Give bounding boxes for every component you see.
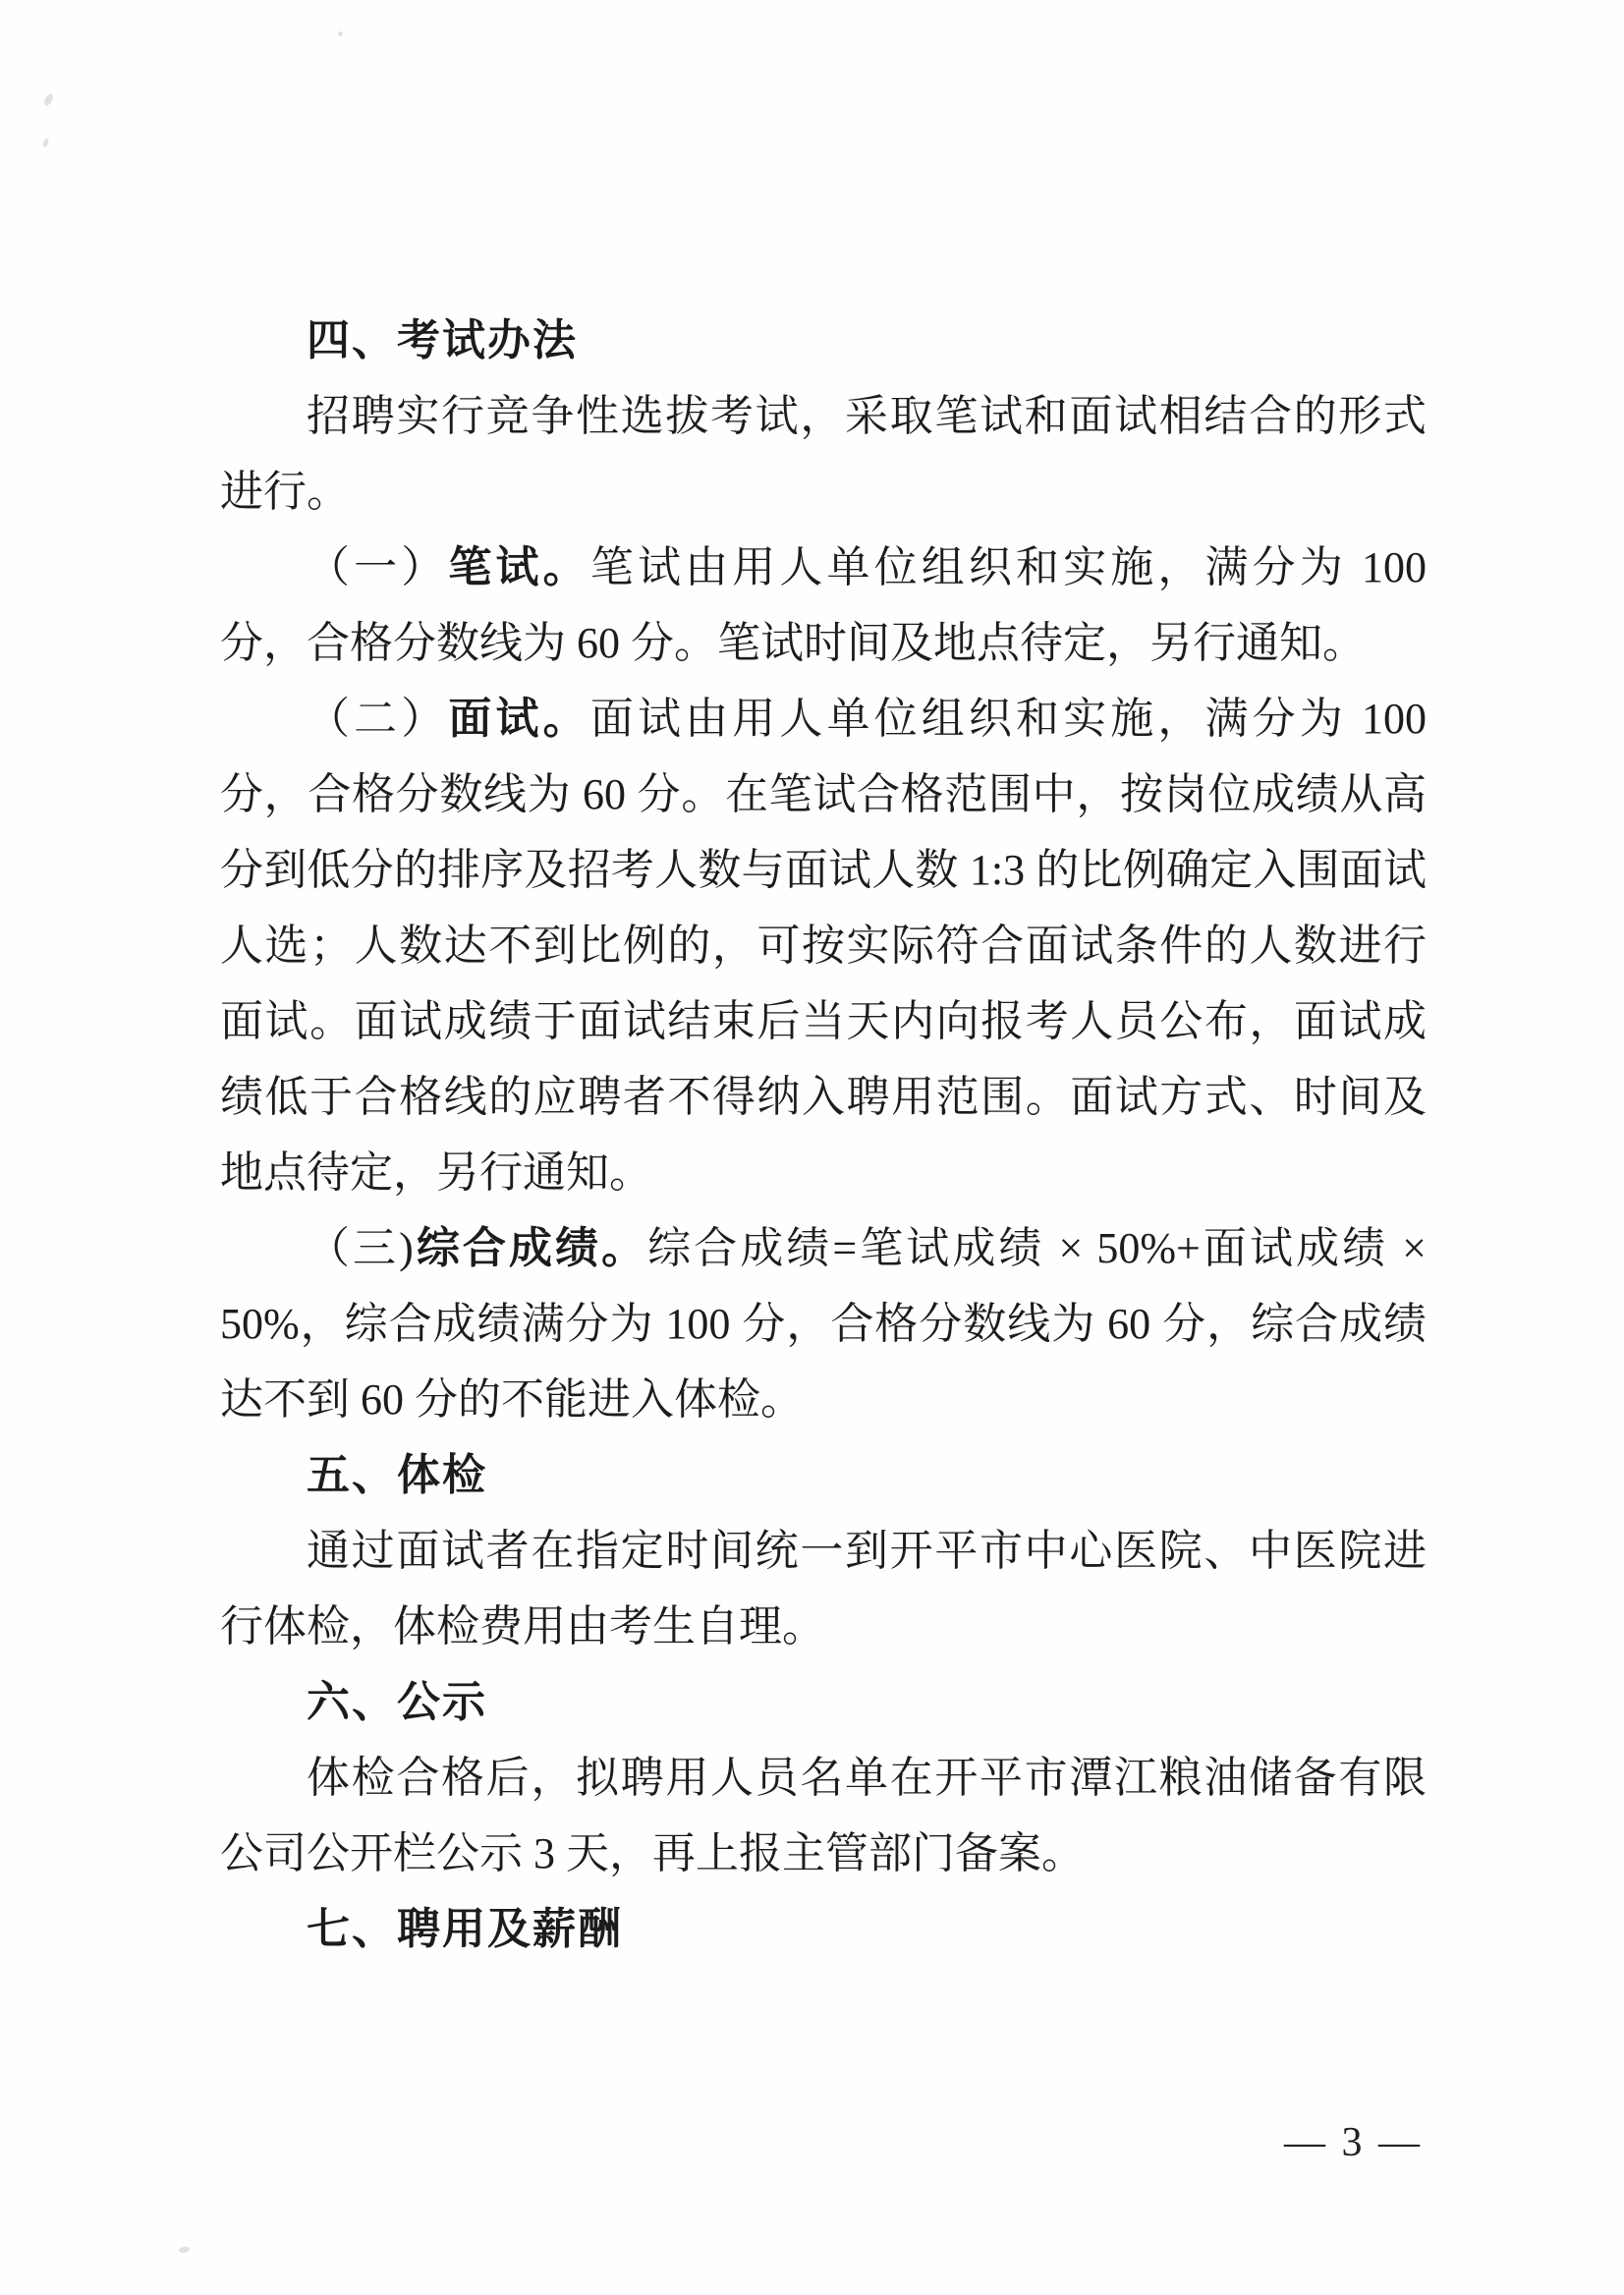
item-number: （一）: [307, 543, 449, 591]
heading-employment: 七、聘用及薪酬: [307, 1905, 623, 1953]
item-label: 面试。: [448, 695, 590, 743]
paragraph-written-test: [220, 530, 1427, 681]
paragraph-intro: 招聘实行竞争性选拔考试，采取笔试和面试相结合的形式进行。: [220, 392, 1427, 516]
item-text: 综合成绩=笔试成绩 × 50%+面试成绩 × 50%，综合成绩满分为 100 分，合格分数线为 60 分，综合成绩达不到 60 分的不能进入体检。: [220, 1224, 1428, 1424]
item-label: 笔试。: [448, 543, 590, 591]
item-number: （二）: [307, 695, 449, 743]
item-text: 面试由用人单位组织和实施，满分为 100 分，合格分数线为 60 分。在笔试合格范围中，按岗位成绩从高分到低分的排序及招考人数与面试人数 1:3 的比例确定入围面试人选；人数达不到比例的，可按实际符合面试条件的人数进行面试。面试成绩于面试结束后当天内向报考人员公布，面试成绩低于合格线的应聘者不得纳入聘用范围。面试方式、时间及地点待定，另行通知。: [220, 695, 1428, 1197]
paragraph-composite-score: [220, 1210, 1427, 1437]
scan-speck: [42, 92, 54, 107]
document-body: [220, 303, 1427, 1967]
page-number: — 3 —: [1284, 2120, 1423, 2165]
heading-physical-exam: 五、体检: [307, 1451, 487, 1499]
item-number: （三): [307, 1224, 414, 1272]
heading-publicity: 六、公示: [307, 1678, 487, 1726]
paragraph-physical-exam: 通过面试者在指定时间统一到开平市中心医院、中医院进行体检，体检费用由考生自理。: [220, 1527, 1427, 1651]
scan-speck: [42, 138, 50, 147]
paragraph-publicity: 体检合格后，拟聘用人员名单在开平市潭江粮油储备有限公司公开栏公示 3 天，再上报主管部门备案。: [220, 1754, 1427, 1877]
scan-speck: [178, 2246, 190, 2254]
item-text: 笔试由用人单位组织和实施，满分为 100 分，合格分数线为 60 分。笔试时间及地点待定，另行通知。: [220, 543, 1428, 667]
scan-speck: [338, 31, 343, 36]
paragraph-interview: [220, 681, 1427, 1210]
item-label: 综合成绩。: [413, 1224, 648, 1272]
heading-exam-method: 四、考试办法: [307, 316, 578, 364]
